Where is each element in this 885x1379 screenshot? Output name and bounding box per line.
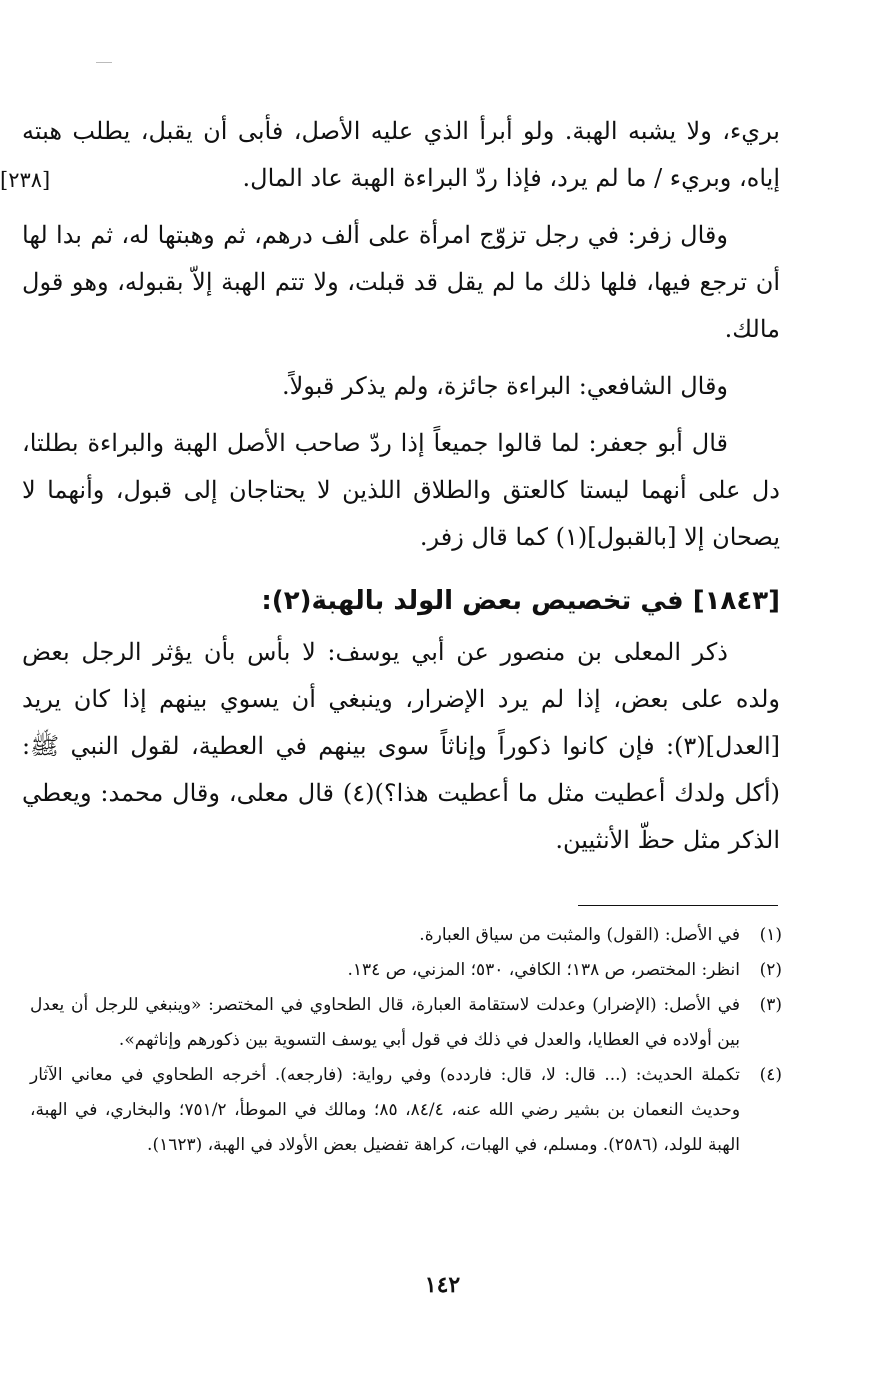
- footnote-text: في الأصل: (القول) والمثبت من سياق العبارة.: [419, 925, 740, 945]
- page-number: ١٤٢: [424, 1272, 461, 1298]
- footnotes: [30, 918, 782, 1163]
- paragraph-3: وقال الشافعي: البراءة جائزة، ولم يذكر قبولاً.: [281, 372, 728, 400]
- footnote-1: [30, 918, 782, 953]
- footnote-text: انظر: المختصر، ص ١٣٨؛ الكافي، ٥٣٠؛ المزني، ص ١٣٤.: [347, 960, 740, 980]
- section-heading: [١٨٤٣] في تخصيص بعض الولد بالهبة(٢):: [261, 586, 780, 616]
- footnote-number: (١): [759, 925, 782, 945]
- footnote-number: (٢): [759, 960, 782, 980]
- paragraph-4: قال أبو جعفر: لما قالوا جميعاً إذا ردّ صاحب الأصل الهبة والبراءة بطلتا، دل على أنهما ليستا كالعتق والطلاق اللذين لا يحتاجان إلى قبول، وأنهما لا يصحان إلا [بالقبول](١) كما قال زفر.: [22, 429, 780, 551]
- footnote-3: [30, 988, 782, 1058]
- footnote-2: [30, 953, 782, 988]
- main-text: [22, 108, 780, 874]
- paragraph-1: بريء، ولا يشبه الهبة. ولو أبرأ الذي عليه الأصل، فأبى أن يقبل، يطلب هبته إياه، وبريء / ما لم يرد، فإذا ردّ البراءة الهبة عاد المال.: [22, 117, 780, 192]
- footnote-text: تكملة الحديث: (... قال: لا، قال: فاردده) وفي رواية: (فارجعه). أخرجه الطحاوي في معاني الآثار وحديث النعمان بن بشير رضي الله عنه، ٨٤/٤، ٨٥؛ ومالك في الموطأ، ٧٥١/٢؛ والبخاري، في الهبة، الهبة للولد، (٢٥٨٦). ومسلم، في الهبات، كراهة تفضيل بعض الأولاد في الهبة، (١٦٢٣).: [30, 1065, 741, 1155]
- footnote-4: [30, 1058, 782, 1163]
- section-paragraph: ذكر المعلى بن منصور عن أبي يوسف: لا بأس بأن يؤثر الرجل بعض ولده على بعض، إذا لم يرد الإضرار، وينبغي أن يسوي بينهم إذا كان يريد [العدل](٣): فإن كانوا ذكوراً وإناثاً سوى بينهم في العطية، لقول النبي ﷺ: (أكل ولدك أعطيت مثل ما أعطيت هذا؟)(٤) قال معلى، وقال محمد: ويعطي الذكر مثل حظّ الأنثيين.: [22, 638, 781, 854]
- footnote-number: (٤): [759, 1065, 782, 1085]
- paragraph-2: وقال زفر: في رجل تزوّج امرأة على ألف درهم، ثم وهبتها له، ثم بدا لها أن ترجع فيها، فلها ذلك ما لم يقل قد قبلت، ولا تتم الهبة إلاّ بقبوله، وهو قول مالك.: [22, 221, 780, 343]
- footnote-text: في الأصل: (الإضرار) وعدلت لاستقامة العبارة، قال الطحاوي في المختصر: «وينبغي للرجل أن يعدل بين أولاده في العطايا، والعدل في ذلك في قول أبي يوسف التسوية بين ذكورهم وإناثهم».: [30, 995, 740, 1050]
- margin-page-reference: [٢٣٨]: [0, 168, 51, 192]
- footnote-number: (٣): [759, 995, 782, 1015]
- footnote-separator: [578, 905, 778, 906]
- crop-mark: [96, 62, 112, 63]
